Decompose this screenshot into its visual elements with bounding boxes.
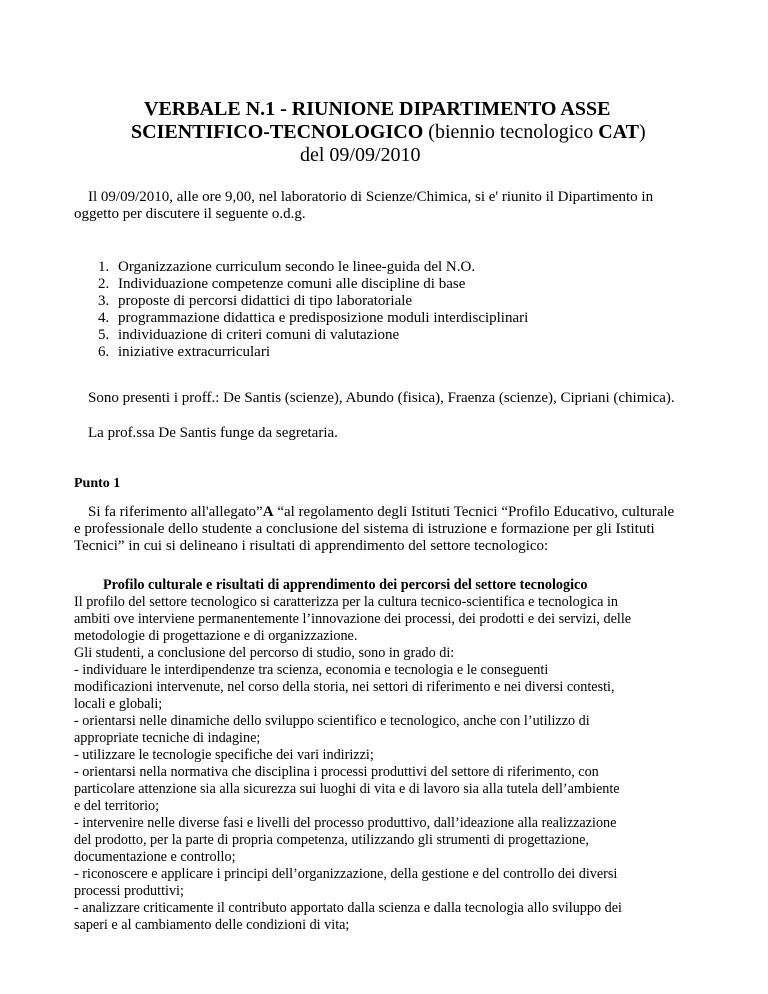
profile-line: Il profilo del settore tecnologico si caratterizza per la cultura tecnico-scientifica e tecnologica in [74,594,618,610]
punto1-line-1: Si fa riferimento all'allegato”A “al regolamento degli Istituti Tecnici “Profilo Educativo, culturale [88,504,675,520]
profile-line: - orientarsi nella normativa che disciplina i processi produttivi del settore di riferimento, con [74,764,599,780]
agenda-item: 4. programmazione didattica e predisposizione moduli interdisciplinari [98,310,529,326]
agenda-item: 3. proposte di percorsi didattici di tipo laboratoriale [98,293,413,309]
punto1-line-2: e professionale dello studente a conclusione del sistema di istruzione e formazione per gli Istituti [74,521,655,537]
attendance: Sono presenti i proff.: De Santis (scienze), Abundo (fisica), Fraenza (scienze), Cipriani (chimica). [88,390,675,406]
profile-line: documentazione e controllo; [74,849,236,865]
title-line-2: SCIENTIFICO-TECNOLOGICO (biennio tecnologico CAT) [131,121,646,143]
section-heading-punto-1: Punto 1 [74,476,121,491]
secretary: La prof.ssa De Santis funge da segretaria. [88,425,338,441]
profile-line: modificazioni intervenute, nel corso della storia, nei settori di riferimento e nei diversi contesti, [74,679,615,695]
intro-line-1: Il 09/09/2010, alle ore 9,00, nel laboratorio di Scienze/Chimica, si e' riunito il Dipartimento in [88,189,654,205]
profile-section [74,577,694,934]
profile-line: e del territorio; [74,798,160,814]
profile-line: - individuare le interdipendenze tra scienza, economia e tecnologia e le conseguenti [74,662,549,678]
profile-line: saperi e al cambiamento delle condizioni di vita; [74,917,350,933]
profile-line: del prodotto, per la parte di propria competenza, utilizzando gli strumenti di progettazione, [74,832,589,848]
profile-line: - analizzare criticamente il contributo apportato dalla scienza e dalla tecnologia allo sviluppo dei [74,900,622,916]
punto1-line-3: Tecnici” in cui si delineano i risultati di apprendimento del settore tecnologico: [74,538,549,554]
profile-line: Gli studenti, a conclusione del percorso di studio, sono in grado di: [74,645,455,661]
profile-line: - riconoscere e applicare i principi dell’organizzazione, della gestione e del controllo dei diversi [74,866,618,882]
profile-line: - intervenire nelle diverse fasi e livelli del processo produttivo, dall’ideazione alla realizzazione [74,815,617,831]
title-line-1: VERBALE N.1 - RIUNIONE DIPARTIMENTO ASSE [144,98,611,120]
profile-line: - utilizzare le tecnologie specifiche dei vari indirizzi; [74,747,374,763]
profile-line: - orientarsi nelle dinamiche dello sviluppo scientifico e tecnologico, anche con l’utilizzo di [74,713,590,729]
profile-line: ambiti ove interviene permanentemente l’innovazione dei processi, dei prodotti e dei servizi, delle [74,611,632,627]
agenda-item: 1. Organizzazione curriculum secondo le linee-guida del N.O. [98,259,476,275]
profile-line: processi produttivi; [74,883,184,899]
profile-line: particolare attenzione sia alla sicurezza sui luoghi di vita e di lavoro sia alla tutela dell’ambiente [74,781,620,797]
intro-line-2: oggetto per discutere il seguente o.d.g. [74,206,306,222]
agenda-list [98,259,528,361]
title-line-3: del 09/09/2010 [300,144,421,166]
profile-line: appropriate tecniche di indagine; [74,730,261,746]
agenda-item: 2. Individuazione competenze comuni alle discipline di base [98,276,466,292]
profile-subheading: Profilo culturale e risultati di apprendimento dei percorsi del settore tecnologico [103,577,588,593]
profile-line: locali e globali; [74,696,163,712]
agenda-item: 6. iniziative extracurriculari [98,344,270,360]
agenda-item: 5. individuazione di criteri comuni di valutazione [98,327,400,343]
profile-line: metodologie di progettazione e di organizzazione. [74,628,358,644]
